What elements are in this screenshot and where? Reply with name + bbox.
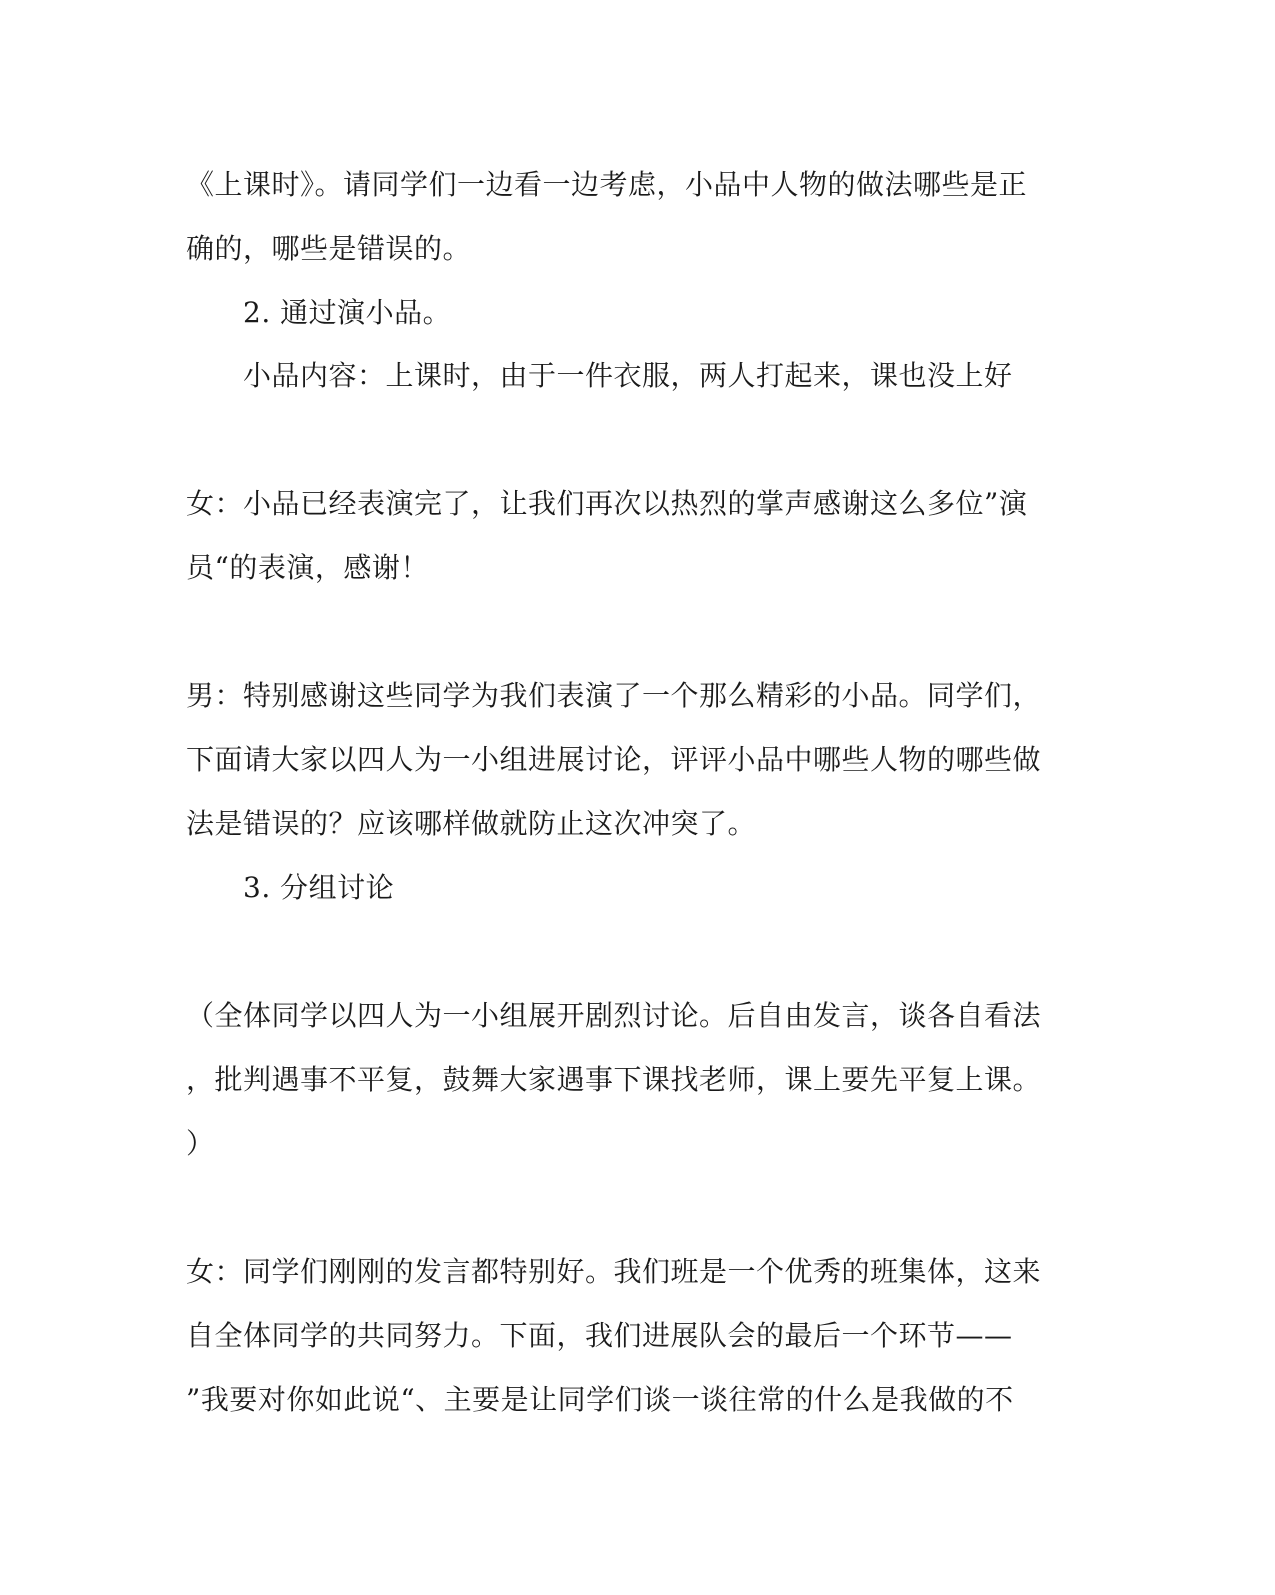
text-line: 确的，哪些是错误的。	[186, 232, 472, 265]
text-line: 员“的表演，感谢！	[186, 551, 429, 584]
text-line: 女：同学们刚刚的发言都特别好。我们班是一个优秀的班集体，这来	[186, 1255, 1042, 1288]
text-line: ”我要对你如此说“、主要是让同学们谈一谈往常的什么是我做的不	[186, 1383, 1014, 1416]
text-line: 男：特别感谢这些同学为我们表演了一个那么精彩的小品。同学们，	[186, 679, 1042, 712]
text-line: ，批判遇事不平复，鼓舞大家遇事下课找老师，课上要先平复上课。	[186, 1063, 1042, 1096]
list-item-heading: 2. 通过演小品。	[243, 296, 452, 329]
text-line: （全体同学以四人为一小组展开剧烈讨论。后自由发言，谈各自看法	[186, 999, 1042, 1032]
text-line: 《上课时》。请同学们一边看一边考虑，小品中人物的做法哪些是正	[186, 168, 1028, 201]
text-line: ）	[186, 1127, 215, 1160]
text-line: 下面请大家以四人为一小组进展讨论，评评小品中哪些人物的哪些做	[186, 743, 1042, 776]
text-line: 女：小品已经表演完了，让我们再次以热烈的掌声感谢这么多位”演	[186, 487, 1028, 520]
text-line: 小品内容：上课时，由于一件衣服，两人打起来，课也没上好	[243, 359, 1013, 392]
list-item-heading: 3. 分组讨论	[243, 871, 395, 904]
text-line: 法是错误的？应该哪样做就防止这次冲突了。	[186, 807, 757, 840]
text-line: 自全体同学的共同努力。下面，我们进展队会的最后一个环节——	[186, 1319, 1013, 1352]
